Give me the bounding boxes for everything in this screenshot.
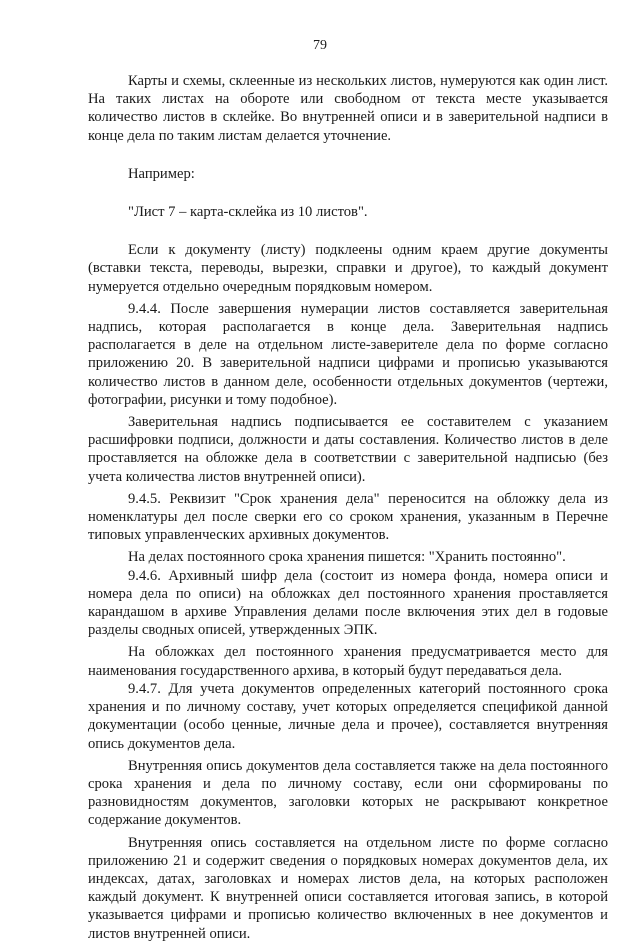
paragraph-certification-signature: Заверительная надпись подписывается ее составителем с указанием расшифровки подписи, должности и даты составления. Количество листов в деле проставляется на обложке дела в соответствии с заверительной надписью (без учета количества листов внутренней описи). [88,414,608,485]
paragraph-maps-schemes: Карты и схемы, склеенные из нескольких листов, нумеруются как один лист. На таких листах на обороте или свободном от текста месте указывается количество листов в склейке. Во внутренней описи и в заверительной надписи в конце дела по таким листам делается уточнение. [88,73,608,144]
paragraph-example-intro: Например: [128,165,195,182]
paragraph-keep-permanently: На делах постоянного срока хранения пишется: "Хранить постоянно". [128,549,566,566]
page-number: 79 [313,38,327,53]
paragraph-archive-name-place: На обложках дел постоянного хранения предусматривается место для наименования государственного архива, в который будут передаваться дела. [88,644,608,679]
paragraph-example-quote: "Лист 7 – карта-склейка из 10 листов". [128,204,368,221]
paragraph-9-4-7: 9.4.7. Для учета документов определенных категорий постоянного срока хранения и по личному составу, учет которых определяется спецификой данной документации (особо ценные, личные дела и прочее), составляется внутренняя опись документов дела. [88,680,608,752]
paragraph-internal-inventory-form: Внутренняя опись составляется на отдельном листе по форме согласно приложению 21 и содержит сведения о порядковых номерах документов дела, их индексах, датах, заголовках и номерах листов дела, на которых расположен каждый документ. К внутренней описи составляется итоговая запись, в которой указывается цифрами и прописью количество включенных в нее документов и листов внутренней описи. [88,834,608,942]
paragraph-9-4-4: 9.4.4. После завершения нумерации листов составляется заверительная надпись, которая располагается в конце дела. Заверительная надпись располагается в деле на отдельном листе-заверителе дела по форме согласно приложению 20. В заверительной надписи цифрами и прописью указываются количество листов в данном деле, особенности отдельных документов (чертежи, фотографии, рисунки и тому подобное). [88,300,608,408]
paragraph-glued-documents: Если к документу (листу) подклеены одним краем другие документы (вставки текста, переводы, вырезки, справки и другое), то каждый документ нумеруется отдельно очередным порядковым номером. [88,242,608,295]
paragraph-internal-inventory-also: Внутренняя опись документов дела составляется также на дела постоянного срока хранения и дела по личному составу, если они сформированы по разновидностям документов, заголовки которых не раскрывают конкретное содержание документов. [88,757,608,829]
paragraph-9-4-5: 9.4.5. Реквизит "Срок хранения дела" переносится на обложку дела из номенклатуры дел после сверки его со сроком хранения, указанным в Перечне типовых управленческих архивных документов. [88,490,608,544]
document-body [88,72,608,943]
paragraph-9-4-6: 9.4.6. Архивный шифр дела (состоит из номера фонда, номера описи и номера дела по описи) на обложках дел постоянного хранения проставляется карандашом в архиве Управления делами после включения этих дел в годовые разделы сводных описей, утвержденных ЭПК. [88,567,608,639]
